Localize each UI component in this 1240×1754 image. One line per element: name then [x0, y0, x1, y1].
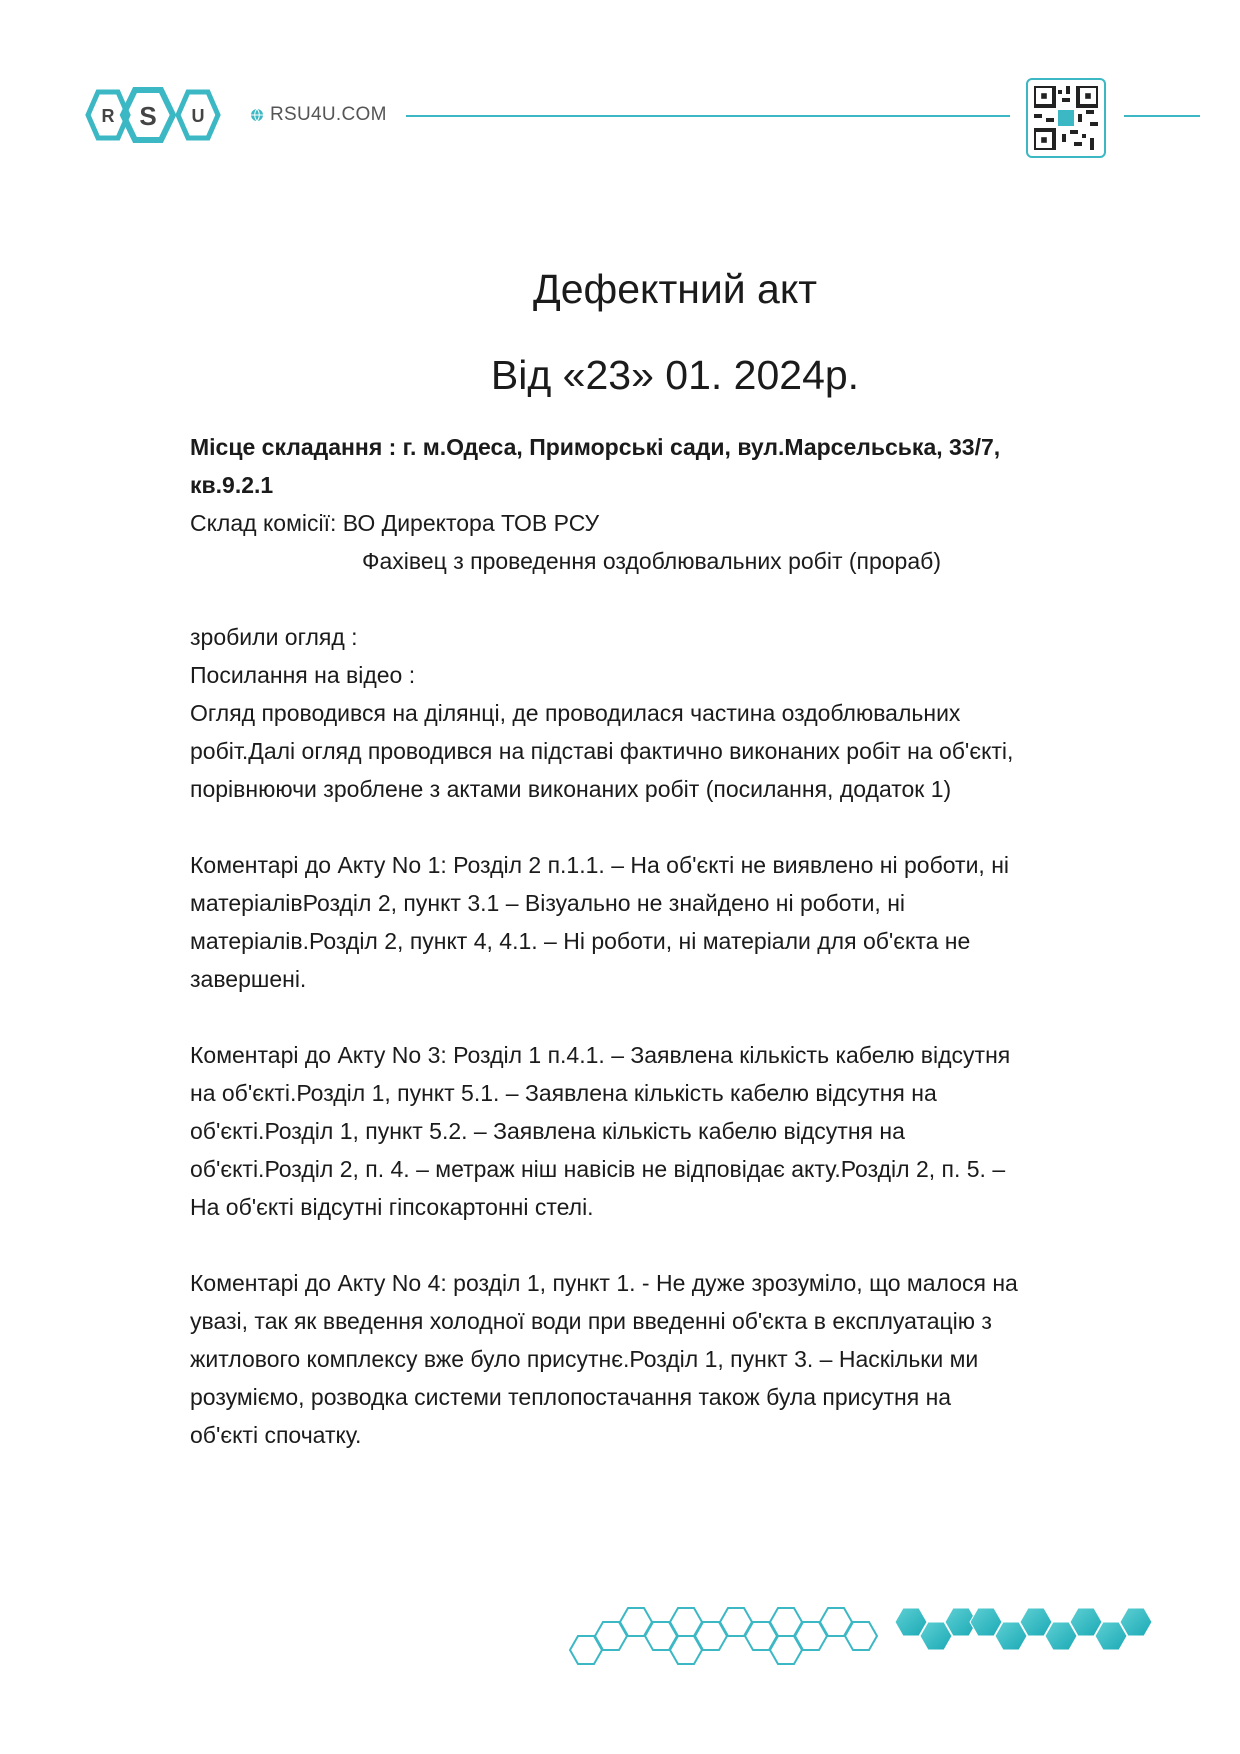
commission-line: Склад комісії: ВО Директора ТОВ РСУ: [190, 510, 600, 536]
spacer: [190, 808, 1180, 846]
company-logo: [78, 80, 228, 150]
act1-comment-line: матеріалівРозділ 2, пункт 3.1 – Візуально не знайдено ні роботи, ні: [190, 890, 906, 916]
act1-comment-line: Коментарі до Акту No 1: Розділ 2 п.1.1. – На об'єкті не виявлено ні роботи, ні: [190, 852, 1010, 878]
commission-member-2: Фахівец з проведення оздоблювальних робіт (прораб): [362, 548, 941, 574]
spacer: [190, 1226, 1180, 1264]
logo-letter-u: U: [191, 106, 205, 126]
place-line-2: кв.9.2.1: [190, 472, 274, 498]
spacer: [190, 998, 1180, 1036]
logo-letter-s: S: [139, 101, 157, 131]
spacer: [190, 580, 1180, 618]
act4-comment-line: розуміємо, розводка системи теплопостачання також була присутня на: [190, 1384, 952, 1410]
website-url: RSU4U.COM: [270, 104, 387, 125]
page-header: [0, 0, 1240, 170]
act4-comment-line: об'єкті спочатку.: [190, 1422, 362, 1448]
act3-comment-line: На об'єкті відсутні гіпсокартонні стелі.: [190, 1194, 594, 1220]
document-title: Дефектний акт: [532, 266, 818, 312]
place-line-1: Місце складання : г. м.Одеса, Приморські сади, вул.Марсельська, 33/7,: [190, 434, 1001, 460]
act3-comment-line: на об'єкті.Розділ 1, пункт 5.1. – Заявлена кількість кабелю відсутня на: [190, 1080, 937, 1106]
header-divider-right: [1124, 115, 1200, 117]
act1-comment-line: матеріалів.Розділ 2, пункт 4, 4.1. – Ні роботи, ні матеріали для об'єкта не: [190, 928, 971, 954]
act4-comment-line: увазі, так як введення холодної води при введенні об'єкта в експлуатацію з: [190, 1308, 992, 1334]
video-label: Посилання на відео :: [190, 662, 416, 688]
inspection-text-line: порівнюючи зроблене з актами виконаних робіт (посилання, додаток 1): [190, 776, 952, 802]
document-date: Від «23» 01. 2024р.: [490, 352, 860, 398]
act4-comment-line: житлового комплексу вже було присутнє.Розділ 1, пункт 3. – Наскільки ми: [190, 1346, 979, 1372]
act3-comment-line: Коментарі до Акту No 3: Розділ 1 п.4.1. – Заявлена кількість кабелю відсутня: [190, 1042, 1011, 1068]
act1-comment-line: завершені.: [190, 966, 307, 992]
qr-code-icon: [1026, 78, 1106, 158]
inspection-text-line: Огляд проводився на ділянці, де проводилася частина оздоблювальних: [190, 700, 961, 726]
website-label: [250, 104, 387, 126]
header-divider-left: [406, 115, 1010, 117]
act3-comment-line: об'єкті.Розділ 1, пункт 5.2. – Заявлена кількість кабелю відсутня на: [190, 1118, 905, 1144]
logo-letter-r: R: [101, 106, 115, 126]
act4-comment-line: Коментарі до Акту No 4: розділ 1, пункт 1. - Не дуже зрозуміло, що малося на: [190, 1270, 1018, 1296]
footer-hexagon-pattern: [560, 1590, 1200, 1670]
globe-icon: [250, 108, 264, 122]
inspection-label: зробили огляд :: [190, 624, 358, 650]
document-body: [190, 428, 1180, 1454]
act3-comment-line: об'єкті.Розділ 2, п. 4. – метраж ніш навісів не відповідає акту.Розділ 2, п. 5. –: [190, 1156, 1006, 1182]
inspection-text-line: робіт.Далі огляд проводився на підставі фактично виконаних робіт на об'єкті,: [190, 738, 1014, 764]
